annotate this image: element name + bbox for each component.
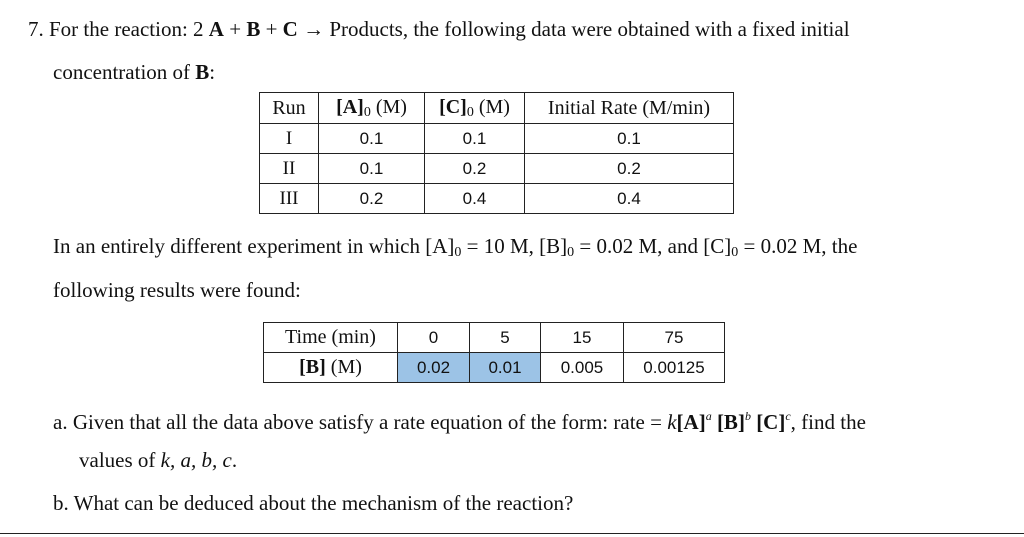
table-row bbox=[264, 353, 725, 383]
c-cell: 0.1 bbox=[425, 124, 525, 154]
part-a-line-1: a. Given that all the data above satisfy a rate equation of the form: rate = $k[A]^a$ $[B]^b$ $[C]^c$, find the bbox=[53, 409, 866, 434]
rate-table-header bbox=[260, 93, 734, 124]
header-c: $[C]_0$ (M) bbox=[425, 93, 525, 124]
table-row bbox=[260, 184, 734, 214]
header-run: Run bbox=[260, 93, 319, 124]
c-cell: 0.2 bbox=[425, 154, 525, 184]
rate-cell: 0.2 bbox=[525, 154, 734, 184]
time-cell: 5 bbox=[470, 323, 541, 353]
run-cell: III bbox=[260, 184, 319, 214]
concentration-cell: 0.01 bbox=[470, 353, 541, 383]
run-cell: II bbox=[260, 154, 319, 184]
concentration-cell: 0.00125 bbox=[624, 353, 725, 383]
concentration-cell: 0.02 bbox=[398, 353, 470, 383]
time-cell: 75 bbox=[624, 323, 725, 353]
rate-cell: 0.4 bbox=[525, 184, 734, 214]
a-cell: 0.1 bbox=[319, 124, 425, 154]
part-a-line-2: values of k, a, b, c. bbox=[79, 448, 238, 472]
rate-data-table bbox=[259, 92, 734, 214]
run-cell: I bbox=[260, 124, 319, 154]
table-row bbox=[264, 323, 725, 353]
concentration-cell: 0.005 bbox=[541, 353, 624, 383]
question-line-2: concentration of B: bbox=[53, 60, 216, 84]
table-row bbox=[260, 124, 734, 154]
bottom-divider bbox=[0, 533, 1024, 534]
a-cell: 0.2 bbox=[319, 184, 425, 214]
rate-cell: 0.1 bbox=[525, 124, 734, 154]
experiment-line-1: In an entirely different experiment in which $[A]_0 = 10$ M, $[B]_0 = 0.02$ M, and $[C]_0 = 0.02$ M, the bbox=[53, 234, 858, 260]
experiment-line-2: following results were found: bbox=[53, 278, 301, 302]
header-rate: Initial Rate (M/min) bbox=[525, 93, 734, 124]
question-line-1: 7. For the reaction: 2 A + B + C → Products, the following data were obtained with a fixed initial bbox=[28, 17, 850, 41]
part-b-line: b. What can be deduced about the mechanism of the reaction? bbox=[53, 491, 574, 515]
c-cell: 0.4 bbox=[425, 184, 525, 214]
time-data-table bbox=[263, 322, 725, 383]
time-cell: 15 bbox=[541, 323, 624, 353]
time-label: Time (min) bbox=[264, 323, 398, 353]
time-cell: 0 bbox=[398, 323, 470, 353]
concentration-label: [B] (M) bbox=[264, 353, 398, 383]
a-cell: 0.1 bbox=[319, 154, 425, 184]
table-row bbox=[260, 154, 734, 184]
header-a: $[A]_0$ (M) bbox=[319, 93, 425, 124]
